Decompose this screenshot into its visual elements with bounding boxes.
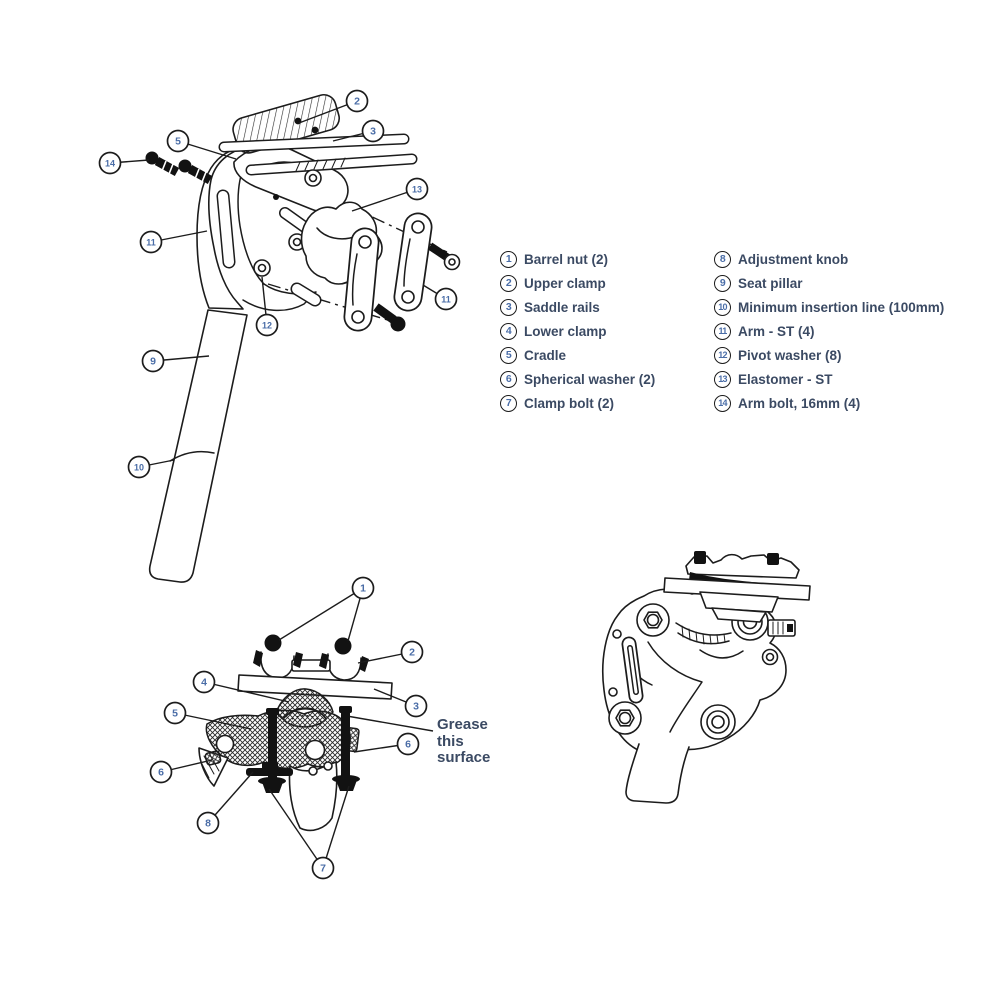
arm-link-plate xyxy=(352,236,371,323)
grease-note-line: Grease xyxy=(437,716,488,733)
legend-item-number: 9 xyxy=(714,275,731,292)
legend-item xyxy=(714,394,944,412)
body-small-hole xyxy=(613,630,621,638)
clamp-detail-dot xyxy=(295,118,302,125)
upper-clamp-hooks xyxy=(253,650,369,680)
callout-number: 4 xyxy=(201,676,207,689)
arm-frame-slot xyxy=(223,196,229,262)
body-slot xyxy=(629,644,636,696)
callout-14 xyxy=(100,153,150,174)
callout-number: 3 xyxy=(370,125,376,138)
legend-item-number: 14 xyxy=(714,395,731,412)
callout-number: 9 xyxy=(150,355,156,368)
assembled-seat-tube xyxy=(626,744,689,803)
callout-8 xyxy=(198,772,254,834)
callout-number: 6 xyxy=(405,738,411,751)
legend-item xyxy=(500,322,655,340)
callout-11 xyxy=(423,285,457,310)
legend-item xyxy=(714,274,944,292)
legend-item-label: Clamp bolt (2) xyxy=(524,395,614,411)
legend-item-label: Pivot washer (8) xyxy=(738,347,842,363)
adjustment-bracket xyxy=(768,620,795,636)
legend-item xyxy=(500,250,655,268)
legend-item-label: Arm - ST (4) xyxy=(738,323,815,339)
callout-number: 14 xyxy=(104,158,116,169)
prong-hole xyxy=(309,767,317,775)
legend-item-label: Barrel nut (2) xyxy=(524,251,609,267)
body-small-hole xyxy=(609,688,617,696)
callout-number: 6 xyxy=(158,766,164,779)
legend-item-number: 8 xyxy=(714,251,731,268)
arm-bolt xyxy=(146,152,178,175)
barrel-nut xyxy=(265,635,282,652)
legend-item-label: Spherical washer (2) xyxy=(524,371,656,387)
cradle xyxy=(234,146,348,212)
callout-number: 5 xyxy=(172,707,178,720)
clamp-detail-dot xyxy=(312,127,319,134)
legend-item xyxy=(500,370,655,388)
grease-note-line: surface xyxy=(437,749,491,766)
cradle-hole xyxy=(306,741,325,760)
legend-item xyxy=(500,274,655,292)
callout-1 xyxy=(279,578,374,642)
legend-item-number: 11 xyxy=(714,323,731,340)
callout-number: 11 xyxy=(146,237,156,248)
legend-item xyxy=(500,346,655,364)
grease-note xyxy=(437,717,490,767)
seat-pillar xyxy=(150,310,247,582)
arm-bolt xyxy=(430,246,460,270)
legend-item-label: Elastomer - ST xyxy=(738,371,833,387)
legend-item-label: Minimum insertion line (100mm) xyxy=(738,299,945,315)
legend-item-label: Upper clamp xyxy=(524,275,606,291)
callout-6 xyxy=(354,734,419,755)
legend-item-number: 13 xyxy=(714,371,731,388)
prong-hole xyxy=(324,762,332,770)
legend-item-number: 10 xyxy=(714,299,731,316)
grease-note-line: this xyxy=(437,732,464,750)
callout-number: 13 xyxy=(411,184,423,195)
legend-item-number: 7 xyxy=(500,395,517,412)
legend-item-label: Adjustment knob xyxy=(738,251,849,267)
pivot-bolt xyxy=(637,604,669,636)
legend-item-label: Arm bolt, 16mm (4) xyxy=(738,395,861,411)
legend-item-number: 5 xyxy=(500,347,517,364)
legend-item xyxy=(714,370,944,388)
pivot-bolt xyxy=(609,702,641,734)
arm-bolt xyxy=(376,307,406,332)
legend-item-number: 3 xyxy=(500,299,517,316)
callout-number: 11 xyxy=(441,294,451,305)
cradle-hole xyxy=(217,736,234,753)
legend-item xyxy=(714,322,944,340)
arm-bolt xyxy=(179,160,211,183)
legend-item-number: 1 xyxy=(500,251,517,268)
pivot-boss xyxy=(297,289,315,300)
callout-number: 2 xyxy=(354,95,360,108)
callout-number: 3 xyxy=(413,700,419,713)
link-cylinder xyxy=(285,213,306,228)
link-dot xyxy=(273,194,279,200)
legend-item xyxy=(500,298,655,316)
callout-13 xyxy=(352,179,428,212)
legend-item-number: 6 xyxy=(500,371,517,388)
legend-item-number: 4 xyxy=(500,323,517,340)
parts-legend-column-2 xyxy=(714,250,944,418)
legend-item xyxy=(714,250,944,268)
parts-legend-column-1 xyxy=(500,250,655,418)
legend-item-label: Cradle xyxy=(524,347,567,363)
legend-item xyxy=(714,346,944,364)
spherical-washer xyxy=(205,750,221,765)
legend-item xyxy=(500,394,655,412)
callout-number: 2 xyxy=(409,646,415,659)
legend-item xyxy=(714,298,944,316)
legend-item-label: Seat pillar xyxy=(738,275,803,291)
legend-item-number: 2 xyxy=(500,275,517,292)
exploded-seatpost-figure xyxy=(146,92,460,582)
saddle-clamp-detail-figure xyxy=(199,635,433,831)
pivot-bolt xyxy=(701,705,735,739)
callout-number: 5 xyxy=(175,135,181,148)
legend-item-label: Lower clamp xyxy=(524,323,607,339)
legend-item-label: Saddle rails xyxy=(524,299,600,315)
callout-number: 7 xyxy=(320,862,326,875)
clamp-nut xyxy=(767,553,779,565)
pivot-washer-small xyxy=(767,654,774,661)
assembled-seatpost-figure xyxy=(603,551,810,803)
callout-number: 8 xyxy=(205,817,211,830)
clamp-nut xyxy=(694,551,706,564)
callout-number: 1 xyxy=(360,582,366,595)
callout-10 xyxy=(129,457,175,478)
callout-number: 10 xyxy=(133,462,145,473)
legend-item-number: 12 xyxy=(714,347,731,364)
callout-number: 12 xyxy=(261,320,273,331)
arm-link-plate xyxy=(402,221,424,303)
